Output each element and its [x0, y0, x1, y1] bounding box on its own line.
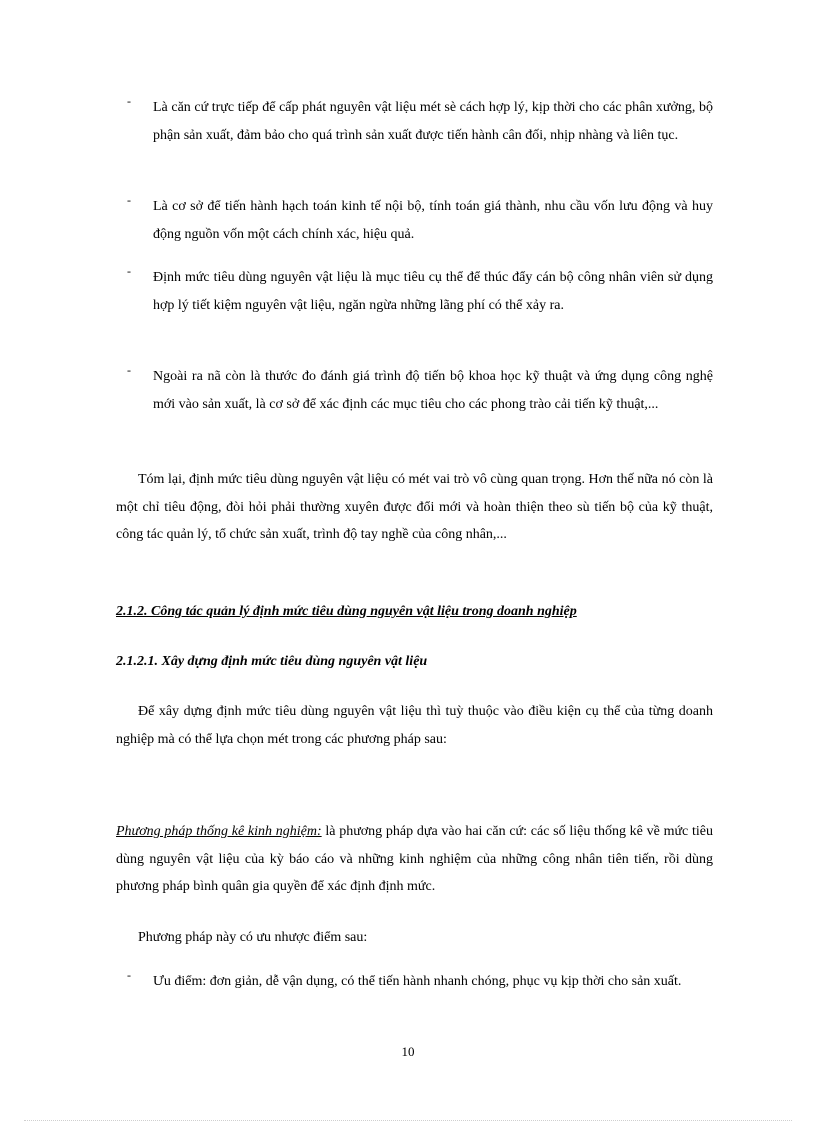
list-item-text: Là căn cứ trực tiếp để cấp phát nguyên vật liệu mét sè cách hợp lý, kịp thời cho các phân xưởng, bộ phận sản xuất, đảm bảo cho quá trình sản xuất được tiến hành cân đối, nhịp nhàng và liên tục. [153, 100, 713, 143]
list-item-text: Định mức tiêu dùng nguyên vật liệu là mục tiêu cụ thể để thúc đẩy cán bộ công nhân viên sử dụng hợp lý tiết kiệm nguyên vật liệu, ngăn ngừa những lãng phí có thể xảy ra. [153, 270, 713, 313]
list-item [127, 968, 713, 996]
list-item [127, 363, 713, 418]
page-number: 10 [401, 1044, 415, 1059]
bullet-dash: - [127, 94, 131, 108]
summary-paragraph: Tóm lại, định mức tiêu dùng nguyên vật liệu có mét vai trò vô cùng quan trọng. Hơn thế nữa nó còn là một chỉ tiêu động, đòi hỏi phải thường xuyên được đổi mới và hoàn thiện theo sù tiến bộ của kỹ thuật, công tác quản lý, tổ chức sản xuất, trình độ tay nghề của công nhân,... [116, 472, 713, 542]
bullet-dash: - [127, 264, 131, 278]
page-edge-divider [24, 1120, 792, 1121]
list-item-text: Là cơ sở để tiến hành hạch toán kinh tế nội bộ, tính toán giá thành, nhu cầu vốn lưu động và huy động nguồn vốn một cách chính xác, hiệu quả. [153, 199, 713, 242]
bullet-dash: - [127, 968, 131, 982]
list-item-text: Ngoài ra nã còn là thước đo đánh giá trình độ tiến bộ khoa học kỹ thuật và ứng dụng công nghệ mới vào sản xuất, là cơ sở để xác định các mục tiêu cho các phong trào cải tiến kỹ thuật,... [153, 369, 713, 412]
list-item-text: Ưu điểm: đơn giản, dễ vận dụng, có thể tiến hành nhanh chóng, phục vụ kịp thời cho sản xuất. [153, 974, 682, 989]
subsection-heading: 2.1.2.1. Xây dựng định mức tiêu dùng nguyên vật liệu [116, 654, 428, 669]
method-term: Phương pháp thống kê kinh nghiệm: [116, 824, 322, 839]
list-item [127, 193, 713, 248]
method-text: là phương pháp dựa vào hai căn cứ: các số liệu thống kê về mức tiêu dùng nguyên vật liệu của kỳ báo cáo và những kinh nghiệm của những công nhân tiên tiến, rồi dùng phương pháp bình quân gia quyền để xác định định mức. [116, 824, 713, 894]
method-paragraph [116, 818, 713, 901]
section-heading: 2.1.2. Công tác quản lý định mức tiêu dùng nguyên vật liệu trong doanh nghiệp [116, 604, 577, 619]
intro-paragraph: Để xây dựng định mức tiêu dùng nguyên vật liệu thì tuỳ thuộc vào điều kiện cụ thể của từng doanh nghiệp mà có thể lựa chọn mét trong các phương pháp sau: [116, 704, 713, 747]
bullet-dash: - [127, 193, 131, 207]
bullet-dash: - [127, 363, 131, 377]
list-item [127, 94, 713, 149]
pros-cons-intro: Phương pháp này có ưu nhược điểm sau: [138, 930, 368, 945]
list-item [127, 264, 713, 319]
